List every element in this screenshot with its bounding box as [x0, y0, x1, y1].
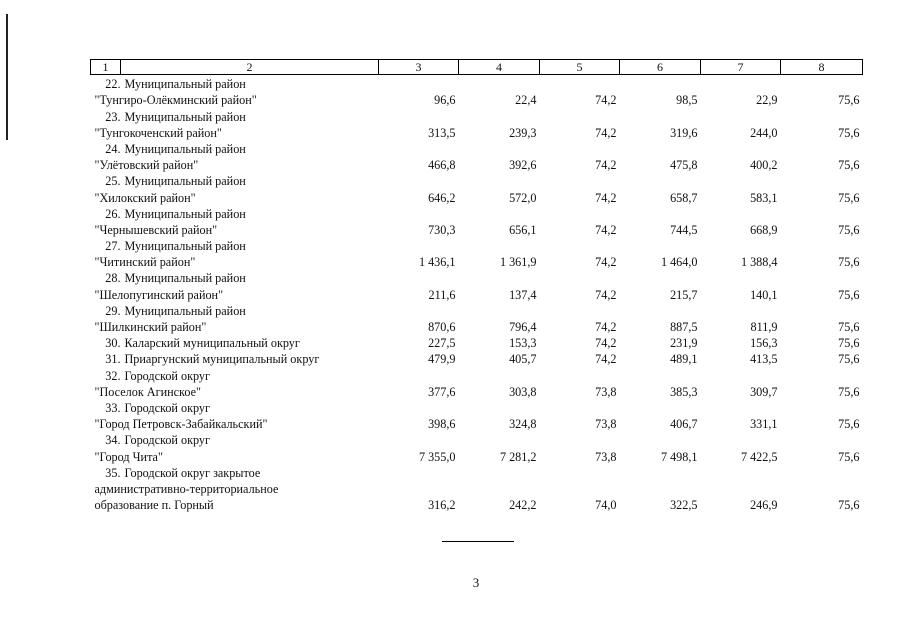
value-cell — [459, 480, 540, 496]
value-cell — [540, 464, 620, 480]
table-row-continuation — [91, 91, 863, 107]
value-cell: 479,9 — [428, 352, 456, 367]
value-cell — [701, 205, 781, 221]
table-row — [91, 75, 863, 92]
value-cell — [540, 205, 620, 221]
value-cell: 1 436,1 — [418, 255, 456, 270]
value-cell: 406,7 — [670, 417, 698, 432]
value-cell: 211,6 — [428, 287, 456, 302]
value-cell — [781, 464, 863, 480]
value-cell: 398,6 — [428, 417, 456, 432]
value-cell — [701, 302, 781, 318]
value-cell — [459, 107, 540, 123]
value-cell — [701, 464, 781, 480]
value-cell — [379, 302, 459, 318]
value-cell: 74,2 — [595, 336, 617, 351]
value-cell: 313,5 — [428, 125, 456, 140]
table-row — [91, 302, 863, 318]
row-number: 34. — [105, 433, 121, 448]
table-row — [91, 172, 863, 188]
value-cell — [379, 399, 459, 415]
value-cell — [781, 366, 863, 382]
value-cell — [379, 366, 459, 382]
table-row-continuation — [91, 415, 863, 431]
value-cell: 98,5 — [676, 93, 698, 108]
header-cell: 6 — [620, 60, 701, 75]
row-number: 31. — [105, 352, 121, 367]
page-number: 3 — [472, 575, 480, 590]
value-cell: 400,2 — [750, 158, 778, 173]
data-table — [90, 59, 863, 512]
value-cell: 22,9 — [756, 93, 778, 108]
value-cell: 156,3 — [750, 336, 778, 351]
value-cell: 75,6 — [838, 125, 860, 140]
region-name-line: Городской округ закрытое — [124, 465, 261, 480]
value-cell: 730,3 — [428, 222, 456, 237]
value-cell — [540, 269, 620, 285]
region-name-line: Приаргунский муниципальный округ — [124, 352, 320, 367]
table-row-continuation — [91, 480, 863, 496]
value-cell: 744,5 — [670, 222, 698, 237]
value-cell: 405,7 — [509, 352, 537, 367]
region-name-cell — [91, 237, 379, 253]
value-cell: 215,7 — [670, 287, 698, 302]
value-cell: 75,6 — [838, 498, 860, 513]
value-cell — [379, 269, 459, 285]
value-cell — [701, 366, 781, 382]
value-cell: 74,2 — [595, 352, 617, 367]
value-cell — [379, 75, 459, 92]
region-name-cell — [91, 269, 379, 285]
value-cell: 227,5 — [428, 336, 456, 351]
value-cell — [540, 366, 620, 382]
region-name-line: "Город Чита" — [94, 449, 163, 464]
value-cell — [379, 431, 459, 447]
region-name-line: Муниципальный район — [124, 174, 246, 189]
value-cell — [379, 172, 459, 188]
row-number: 30. — [105, 336, 121, 351]
value-cell — [540, 75, 620, 92]
value-cell — [620, 269, 701, 285]
table-row-continuation — [91, 156, 863, 172]
region-name-line: административно-территориальное — [94, 481, 279, 496]
row-number: 28. — [105, 271, 121, 286]
value-cell — [459, 366, 540, 382]
value-cell: 1 464,0 — [660, 255, 698, 270]
region-name-line: Городской округ — [124, 400, 211, 415]
value-cell — [379, 140, 459, 156]
value-cell: 22,4 — [515, 93, 537, 108]
table-row-continuation — [91, 188, 863, 204]
header-cell: 7 — [701, 60, 781, 75]
value-cell — [781, 205, 863, 221]
value-cell — [781, 172, 863, 188]
value-cell: 870,6 — [428, 320, 456, 334]
region-name-line: Каларский муниципальный округ — [124, 336, 300, 351]
value-cell — [540, 480, 620, 496]
value-cell — [781, 480, 863, 496]
value-cell: 73,8 — [595, 449, 617, 464]
table-row — [91, 205, 863, 221]
region-name-cell — [91, 447, 379, 463]
value-cell: 75,6 — [838, 384, 860, 399]
value-cell — [701, 237, 781, 253]
region-name-line: "Улётовский район" — [94, 158, 199, 173]
region-name-cell — [91, 253, 379, 269]
value-cell — [459, 172, 540, 188]
table-row — [91, 334, 863, 350]
value-cell: 1 388,4 — [740, 255, 778, 270]
region-name-cell — [91, 464, 379, 480]
region-name-cell — [91, 496, 379, 512]
value-cell — [620, 172, 701, 188]
value-cell — [379, 107, 459, 123]
value-cell — [781, 107, 863, 123]
value-cell — [781, 140, 863, 156]
value-cell: 74,2 — [595, 125, 617, 140]
value-cell: 75,6 — [838, 93, 860, 108]
region-name-line: Городской округ — [124, 368, 211, 383]
value-cell: 331,1 — [750, 417, 778, 432]
value-cell: 75,6 — [838, 222, 860, 237]
region-name-cell — [91, 107, 379, 123]
value-cell — [701, 107, 781, 123]
value-cell — [620, 205, 701, 221]
value-cell: 7 355,0 — [418, 449, 456, 464]
value-cell — [459, 399, 540, 415]
value-cell: 796,4 — [509, 320, 537, 334]
value-cell — [781, 399, 863, 415]
region-name-cell — [91, 156, 379, 172]
header-cell: 8 — [781, 60, 863, 75]
value-cell — [620, 302, 701, 318]
value-cell — [459, 237, 540, 253]
value-cell — [781, 431, 863, 447]
header-cell: 4 — [459, 60, 540, 75]
row-number: 24. — [105, 141, 121, 156]
row-number: 29. — [105, 303, 121, 318]
region-name-cell — [91, 302, 379, 318]
value-cell — [459, 75, 540, 92]
region-name-cell — [91, 205, 379, 221]
region-name-cell — [91, 75, 379, 92]
region-name-line: Городской округ — [124, 433, 211, 448]
value-cell: 303,8 — [509, 384, 537, 399]
value-cell: 73,8 — [595, 417, 617, 432]
value-cell — [781, 302, 863, 318]
value-cell: 244,0 — [750, 125, 778, 140]
value-cell: 140,1 — [750, 287, 778, 302]
region-name-cell — [91, 366, 379, 382]
value-cell — [620, 480, 701, 496]
table-row — [91, 399, 863, 415]
value-cell: 489,1 — [670, 352, 698, 367]
row-number: 25. — [105, 174, 121, 189]
value-cell: 74,2 — [595, 93, 617, 108]
region-name-cell — [91, 480, 379, 496]
value-cell — [620, 75, 701, 92]
value-cell: 413,5 — [750, 352, 778, 367]
value-cell: 668,9 — [750, 222, 778, 237]
value-cell — [620, 366, 701, 382]
table-row-continuation — [91, 447, 863, 463]
footer-rule — [442, 541, 514, 542]
region-name-line: "Город Петровск-Забайкальский" — [94, 417, 268, 432]
table-row-continuation — [91, 496, 863, 512]
value-cell — [379, 237, 459, 253]
value-cell: 377,6 — [428, 384, 456, 399]
value-cell: 75,6 — [838, 158, 860, 173]
value-cell: 583,1 — [750, 190, 778, 205]
value-cell: 231,9 — [670, 336, 698, 351]
table-row — [91, 350, 863, 366]
value-cell — [620, 107, 701, 123]
value-cell — [379, 464, 459, 480]
row-number: 26. — [105, 206, 121, 221]
value-cell — [459, 269, 540, 285]
region-name-line: Муниципальный район — [124, 141, 246, 156]
row-number: 33. — [105, 400, 121, 415]
value-cell: 811,9 — [750, 320, 778, 334]
value-cell — [459, 431, 540, 447]
value-cell: 74,0 — [595, 498, 617, 513]
table-body — [91, 75, 863, 513]
value-cell: 75,6 — [838, 352, 860, 367]
value-cell — [540, 431, 620, 447]
value-cell: 322,5 — [670, 498, 698, 513]
value-cell: 392,6 — [509, 158, 537, 173]
value-cell — [540, 237, 620, 253]
value-cell — [620, 399, 701, 415]
header-cell: 3 — [379, 60, 459, 75]
region-name-line: "Шелопугинский район" — [94, 287, 224, 302]
value-cell — [701, 399, 781, 415]
region-name-line: "Тунгокоченский район" — [94, 125, 222, 140]
header-cell: 2 — [121, 60, 379, 75]
value-cell — [701, 480, 781, 496]
region-name-cell — [91, 334, 379, 350]
region-name-line: Муниципальный район — [124, 303, 246, 318]
region-name-line: Муниципальный район — [124, 271, 246, 286]
region-name-cell — [91, 350, 379, 366]
table-row — [91, 269, 863, 285]
value-cell: 658,7 — [670, 190, 698, 205]
header-cell: 1 — [91, 60, 121, 75]
region-name-cell — [91, 399, 379, 415]
table-row — [91, 237, 863, 253]
value-cell: 385,3 — [670, 384, 698, 399]
value-cell: 466,8 — [428, 158, 456, 173]
region-name-cell — [91, 431, 379, 447]
region-name-line: "Хилокский район" — [94, 190, 196, 205]
value-cell: 1 361,9 — [499, 255, 537, 270]
row-number: 27. — [105, 239, 121, 254]
value-cell — [701, 269, 781, 285]
row-number: 22. — [105, 77, 121, 92]
value-cell: 75,6 — [838, 336, 860, 351]
value-cell: 7 498,1 — [660, 449, 698, 464]
table-row-continuation — [91, 383, 863, 399]
value-cell — [540, 107, 620, 123]
region-name-cell — [91, 383, 379, 399]
region-name-line: "Поселок Агинское" — [94, 384, 201, 399]
value-cell: 75,6 — [838, 417, 860, 432]
value-cell: 239,3 — [509, 125, 537, 140]
table-row-continuation — [91, 124, 863, 140]
value-cell: 656,1 — [509, 222, 537, 237]
value-cell: 646,2 — [428, 190, 456, 205]
value-cell — [701, 75, 781, 92]
value-cell: 887,5 — [670, 320, 698, 334]
region-name-line: Муниципальный район — [124, 77, 246, 92]
region-name-cell — [91, 172, 379, 188]
region-name-cell — [91, 188, 379, 204]
table-row-continuation — [91, 318, 863, 334]
value-cell — [781, 237, 863, 253]
value-cell: 96,6 — [434, 93, 456, 108]
value-cell — [540, 399, 620, 415]
value-cell — [379, 480, 459, 496]
value-cell: 309,7 — [750, 384, 778, 399]
header-row — [91, 60, 863, 75]
value-cell: 73,8 — [595, 384, 617, 399]
table-row-continuation — [91, 253, 863, 269]
value-cell: 246,9 — [750, 498, 778, 513]
table-row-continuation — [91, 285, 863, 301]
header-cell: 5 — [540, 60, 620, 75]
value-cell — [459, 302, 540, 318]
value-cell — [620, 431, 701, 447]
value-cell: 74,2 — [595, 190, 617, 205]
value-cell — [701, 431, 781, 447]
region-name-line: Муниципальный район — [124, 239, 246, 254]
region-name-cell — [91, 415, 379, 431]
value-cell — [781, 269, 863, 285]
value-cell: 475,8 — [670, 158, 698, 173]
value-cell: 7 281,2 — [499, 449, 537, 464]
row-number: 32. — [105, 368, 121, 383]
table-row-continuation — [91, 221, 863, 237]
value-cell: 572,0 — [509, 190, 537, 205]
value-cell: 316,2 — [428, 498, 456, 513]
value-cell — [459, 464, 540, 480]
row-number: 35. — [105, 465, 121, 480]
value-cell: 74,2 — [595, 287, 617, 302]
region-name-line: Муниципальный район — [124, 206, 246, 221]
value-cell: 324,8 — [509, 417, 537, 432]
value-cell: 153,3 — [509, 336, 537, 351]
table-row — [91, 431, 863, 447]
region-name-cell — [91, 285, 379, 301]
value-cell: 7 422,5 — [740, 449, 778, 464]
region-name-cell — [91, 221, 379, 237]
table-row — [91, 464, 863, 480]
value-cell — [379, 205, 459, 221]
region-name-cell — [91, 140, 379, 156]
value-cell — [620, 140, 701, 156]
value-cell — [620, 237, 701, 253]
region-name-line: "Чернышевский район" — [94, 222, 218, 237]
table-row — [91, 140, 863, 156]
region-name-line: "Тунгиро-Олёкминский район" — [94, 93, 257, 108]
value-cell: 74,2 — [595, 255, 617, 270]
region-name-line: образование п. Горный — [94, 498, 214, 513]
value-cell: 75,6 — [838, 449, 860, 464]
region-name-cell — [91, 91, 379, 107]
value-cell: 74,2 — [595, 222, 617, 237]
region-name-cell — [91, 318, 379, 334]
row-number: 23. — [105, 109, 121, 124]
table-row — [91, 107, 863, 123]
value-cell — [701, 172, 781, 188]
value-cell — [540, 172, 620, 188]
value-cell: 74,2 — [595, 320, 617, 334]
region-name-cell — [91, 124, 379, 140]
value-cell: 75,6 — [838, 320, 860, 334]
value-cell: 74,2 — [595, 158, 617, 173]
value-cell: 75,6 — [838, 255, 860, 270]
value-cell: 319,6 — [670, 125, 698, 140]
value-cell: 137,4 — [509, 287, 537, 302]
value-cell — [540, 140, 620, 156]
value-cell: 75,6 — [838, 287, 860, 302]
region-name-line: "Шилкинский район" — [94, 320, 207, 334]
value-cell — [781, 75, 863, 92]
value-cell — [701, 140, 781, 156]
value-cell: 242,2 — [509, 498, 537, 513]
left-margin-line — [6, 14, 8, 140]
region-name-line: "Читинский район" — [94, 255, 196, 270]
table-row — [91, 366, 863, 382]
value-cell: 75,6 — [838, 190, 860, 205]
region-name-line: Муниципальный район — [124, 109, 246, 124]
value-cell — [459, 140, 540, 156]
value-cell — [459, 205, 540, 221]
value-cell — [540, 302, 620, 318]
value-cell — [620, 464, 701, 480]
